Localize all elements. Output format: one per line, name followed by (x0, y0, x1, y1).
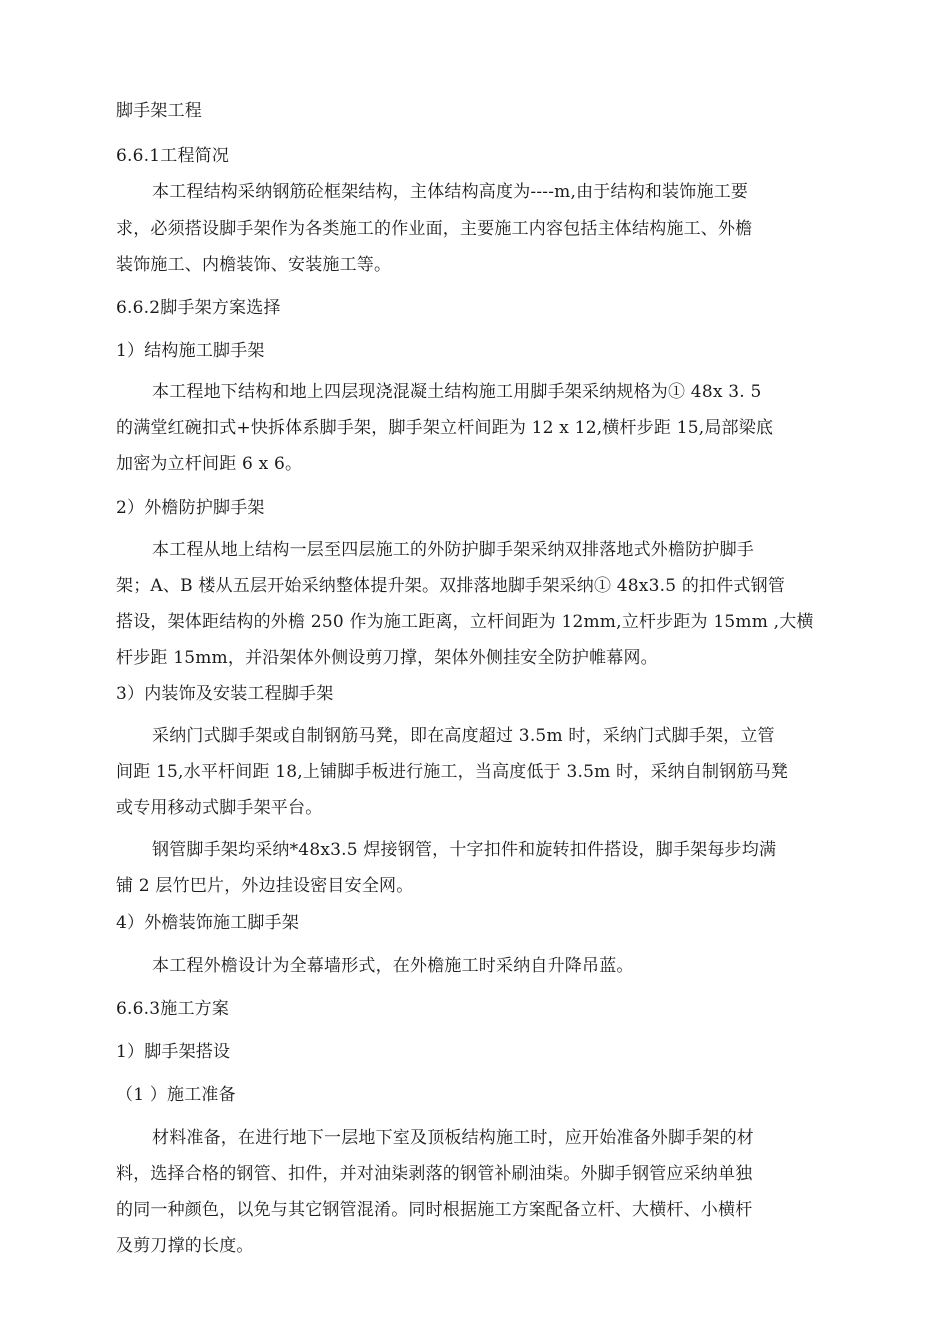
paragraph-line: 杆步距 15mm，并沿架体外侧设剪刀撑，架体外侧挂安全防护帷幕网。 (116, 648, 658, 668)
paragraph-line: 搭设，架体距结构的外檐 250 作为施工距离，立杆间距为 12mm,立杆步距为 15mm ,大横 (116, 612, 814, 632)
paragraph-line: 的同一种颜色，以免与其它钢管混淆。同时根据施工方案配备立杆、大横杆、小横杆 (116, 1200, 753, 1220)
paragraph-line: 架；A、B 楼从五层开始采纳整体提升架。双排落地脚手架采纳① 48x3.5 的扣件式钢管 (116, 576, 786, 596)
paragraph-line: 本工程结构采纳钢筋砼框架结构，主体结构高度为----m,由于结构和装饰施工要 (152, 182, 749, 202)
item-heading-facade-decoration: 4）外檐装饰施工脚手架 (116, 913, 300, 933)
paragraph-line: 及剪刀撑的长度。 (116, 1236, 254, 1256)
document-title: 脚手架工程 (116, 101, 202, 121)
paragraph-line: 钢管脚手架均采纳*48x3.5 焊接钢管，十字扣件和旋转扣件搭设，脚手架每步均满 (152, 840, 777, 860)
item-heading-external-protection: 2）外檐防护脚手架 (116, 498, 265, 518)
paragraph-line: 本工程地下结构和地上四层现浇混凝土结构施工用脚手架采纳规格为① 48x 3. 5 (152, 382, 762, 402)
subitem-heading-construction-prep: （1 ）施工准备 (116, 1085, 236, 1105)
section-heading-6-6-1: 6.6.1工程简况 (116, 146, 230, 166)
section-heading-6-6-2: 6.6.2脚手架方案选择 (116, 298, 281, 318)
paragraph-line: 装饰施工、内檐装饰、安装施工等。 (116, 255, 392, 275)
paragraph-line: 本工程外檐设计为全幕墙形式，在外檐施工时采纳自升降吊蓝。 (152, 956, 634, 976)
paragraph-line: 或专用移动式脚手架平台。 (116, 798, 323, 818)
paragraph-line: 材料准备，在进行地下一层地下室及顶板结构施工时，应开始准备外脚手架的材 (152, 1128, 754, 1148)
paragraph-line: 料，选择合格的钢管、扣件，并对油柒剥落的钢管补刷油柒。外脚手钢管应采纳单独 (116, 1164, 753, 1184)
paragraph-line: 铺 2 层竹巴片，外边挂设密目安全网。 (116, 876, 414, 896)
item-heading-scaffold-erection: 1）脚手架搭设 (116, 1042, 231, 1062)
section-heading-6-6-3: 6.6.3施工方案 (116, 999, 230, 1019)
paragraph-line: 采纳门式脚手架或自制钢筋马凳，即在高度超过 3.5m 时，采纳门式脚手架，立管 (152, 726, 775, 746)
paragraph-line: 的满堂红碗扣式+快拆体系脚手架，脚手架立杆间距为 12 x 12,横杆步距 15,局部梁底 (116, 418, 774, 438)
paragraph-line: 求，必须搭设脚手架作为各类施工的作业面，主要施工内容包括主体结构施工、外檐 (116, 219, 753, 239)
paragraph-line: 加密为立杆间距 6 x 6。 (116, 454, 303, 474)
item-heading-interior-scaffold: 3）内装饰及安装工程脚手架 (116, 684, 334, 704)
item-heading-structural-scaffold: 1）结构施工脚手架 (116, 341, 265, 361)
paragraph-line: 本工程从地上结构一层至四层施工的外防护脚手架采纳双排落地式外檐防护脚手 (152, 540, 754, 560)
paragraph-line: 间距 15,水平杆间距 18,上铺脚手板进行施工，当高度低于 3.5m 时，采纳自制钢筋马凳 (116, 762, 789, 782)
